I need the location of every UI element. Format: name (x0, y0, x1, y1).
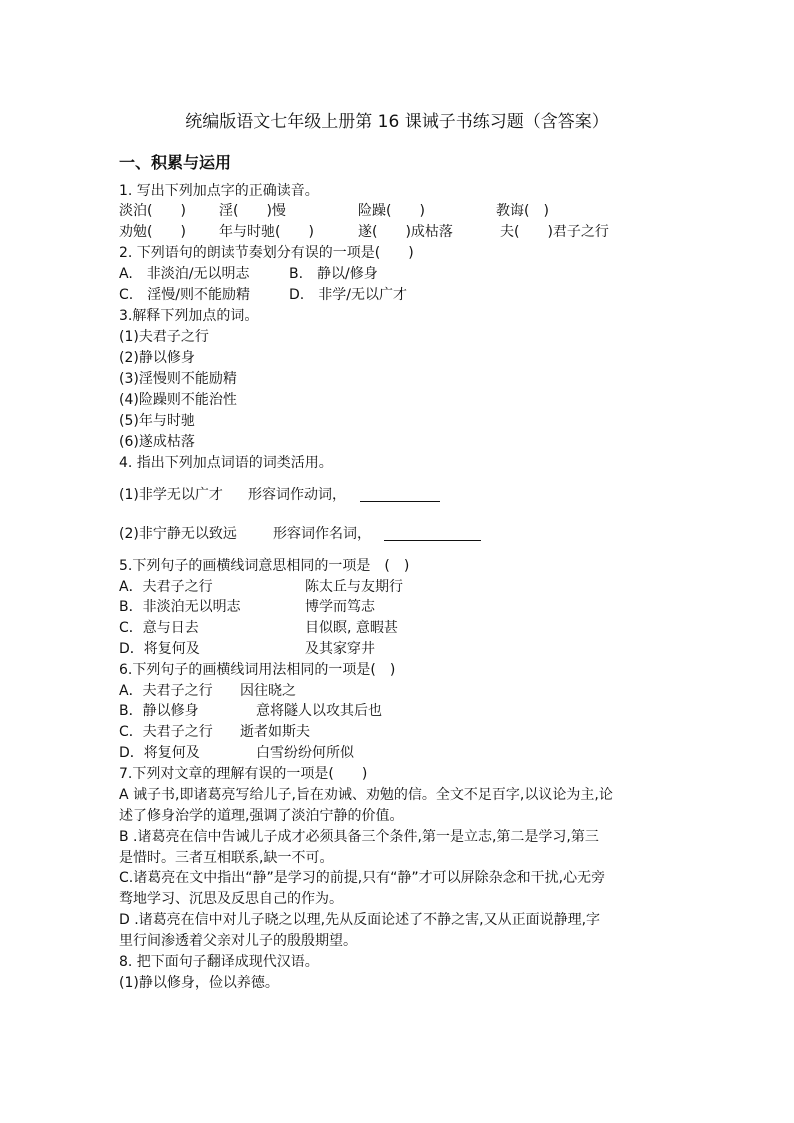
q7-option-b-line2: 是惜时。三者互相联系,缺一不可。 (119, 850, 334, 866)
answer-blank[interactable] (360, 487, 440, 502)
q5-left: B．非淡泊无以明志 (119, 599, 241, 615)
q5-left: C．意与日去 (119, 620, 199, 636)
q4-item-note: 形容词作名词， (273, 526, 371, 542)
q1-item: 遂( )成枯落 (358, 224, 453, 240)
q2-option-d: D. 非学/无以广才 (289, 287, 407, 303)
q5-stem: 5.下列句子的画横线词意思相同的一项是 ( ) (119, 558, 410, 574)
q7-option-c-line1: C.诸葛亮在文中指出“静”是学习的前提,只有“静”才可以屏除杂念和干扰,心无旁 (119, 870, 606, 886)
q6-left: A．夫君子之行 (119, 683, 213, 699)
q5-right: 陈太丘与友期行 (305, 579, 403, 595)
q1-item: 险躁( ) (358, 203, 425, 219)
q6-right: 白雪纷纷何所似 (256, 745, 354, 761)
answer-blank[interactable] (384, 526, 481, 541)
q2-option-b: B. 静以/修身 (289, 266, 378, 282)
q6-left: C．夫君子之行 (119, 724, 213, 740)
q1-item: 淡泊( ) (119, 203, 186, 219)
q7-option-b-line1: B .诸葛亮在信中告诫儿子成才必须具备三个条件,第一是立志,第二是学习,第三 (119, 829, 599, 845)
q5-left: D．将复何及 (119, 641, 200, 657)
q5-right: 及其家穿井 (305, 641, 375, 657)
q8-stem: 8. 把下面句子翻译成现代汉语。 (119, 954, 319, 970)
q3-item: (2)静以修身 (119, 350, 195, 366)
q4-stem: 4. 指出下列加点词语的词类活用。 (119, 455, 333, 471)
document-title: 统编版语文七年级上册第 16 课诫子书练习题（含答案） (185, 112, 609, 132)
q1-item: 教诲( ) (496, 203, 549, 219)
q5-right: 目似瞑, 意暇甚 (305, 620, 398, 636)
q5-left: A．夫君子之行 (119, 579, 213, 595)
q8-item: (1)静以修身，俭以养德。 (119, 975, 279, 991)
q3-item: (3)淫慢则不能励精 (119, 371, 237, 387)
q2-stem: 2. 下列语句的朗读节奏划分有误的一项是( ) (119, 245, 414, 261)
q3-item: (4)险躁则不能治性 (119, 392, 237, 408)
q5-right: 博学而笃志 (305, 599, 375, 615)
q1-item: 淫( )慢 (219, 203, 286, 219)
q6-right: 因往晓之 (240, 683, 296, 699)
q7-option-a-line1: A 诫子书,即诸葛亮写给儿子,旨在劝诫、劝勉的信。全文不足百字,以议论为主,论 (119, 787, 613, 803)
q3-item: (1)夫君子之行 (119, 329, 209, 345)
q1-item: 夫( )君子之行 (500, 224, 609, 240)
q1-item: 年与时驰( ) (219, 224, 314, 240)
q4-item-note: 形容词作动词， (248, 487, 346, 503)
q6-stem: 6.下列句子的画横线词用法相同的一项是( ) (119, 662, 396, 678)
q6-left: D．将复何及 (119, 745, 200, 761)
q4-item-text: (1)非学无以广才 (119, 487, 223, 503)
q7-option-a-line2: 述了修身治学的道理,强调了淡泊宁静的价值。 (119, 808, 404, 824)
q7-option-d-line2: 里行间渗透着父亲对儿子的殷殷期望。 (119, 933, 357, 949)
section-heading: 一、积累与运用 (119, 153, 232, 172)
q7-stem: 7.下列对文章的理解有误的一项是( ) (119, 766, 368, 782)
q7-option-d-line1: D .诸葛亮在信中对儿子晓之以理,先从反面论述了不静之害,又从正面说静理,字 (119, 912, 601, 928)
q4-item-text: (2)非宁静无以致远 (119, 526, 237, 542)
q1-stem: 1. 写出下列加点字的正确读音。 (119, 183, 319, 199)
q2-option-c: C. 淫慢/则不能励精 (119, 287, 250, 303)
q3-stem: 3.解释下列加点的词。 (119, 308, 259, 324)
q3-item: (5)年与时驰 (119, 413, 195, 429)
q6-right: 逝者如斯夫 (240, 724, 310, 740)
q6-left: B．静以修身 (119, 703, 199, 719)
q6-right: 意将隧人以攻其后也 (256, 703, 382, 719)
q7-option-c-line2: 骛地学习、沉思及反思自己的作为。 (119, 891, 343, 907)
q2-option-a: A. 非淡泊/无以明志 (119, 266, 250, 282)
q1-item: 劝勉( ) (119, 224, 186, 240)
q3-item: (6)遂成枯落 (119, 434, 195, 450)
